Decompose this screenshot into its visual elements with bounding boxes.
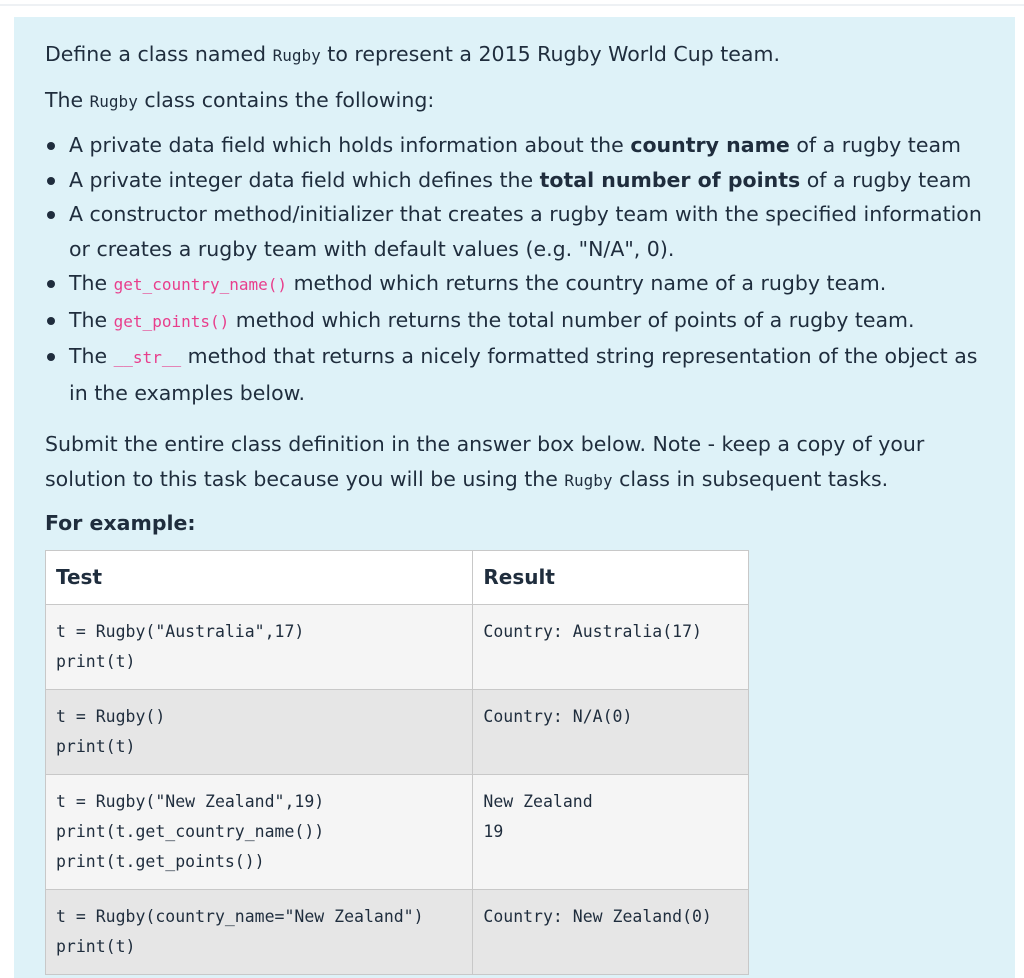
table-row — [46, 775, 749, 890]
table-row — [46, 690, 749, 775]
column-header-result: Result — [473, 551, 749, 605]
table-row — [46, 890, 749, 975]
intro-line-2 — [45, 83, 434, 120]
result-cell: Country: N/A(0) — [473, 690, 749, 775]
class-name-code: Rugby — [89, 92, 138, 111]
test-cell: t = Rugby("Australia",17) print(t) — [46, 605, 473, 690]
top-divider — [0, 4, 1024, 6]
result-cell: Country: Australia(17) — [473, 605, 749, 690]
result-cell: New Zealand 19 — [473, 775, 749, 890]
method-code: get_country_name() — [113, 275, 288, 294]
list-item: A private integer data field which defines the total number of points of a rugby team — [45, 163, 985, 198]
intro-text: class contains the following: — [137, 88, 435, 112]
list-item: The get_country_name() method which returns the country name of a rugby team. — [45, 266, 985, 303]
table-row — [46, 605, 749, 690]
intro-text: Define a class named — [45, 42, 273, 66]
intro-text: The — [45, 88, 90, 112]
method-code: get_points() — [113, 311, 230, 331]
requirements-list — [45, 128, 985, 410]
class-name-code: Rugby — [272, 46, 321, 65]
list-item: The get_points() method which returns the total number of points of a rugby team. — [45, 303, 985, 340]
examples-table — [45, 550, 749, 975]
list-item: A constructor method/initializer that creates a rugby team with the specified information or creates a rugby team with default values (e.g. "N/A", 0). — [45, 197, 985, 266]
class-name-code: Rugby — [564, 470, 613, 490]
example-heading: For example: — [45, 511, 196, 535]
submit-instructions: Submit the entire class definition in the answer box below. Note - keep a copy of your solution to this task because you will be using the Rugby class in subsequent tasks. — [45, 432, 925, 491]
method-code: __str__ — [113, 348, 182, 367]
result-cell: Country: New Zealand(0) — [473, 890, 749, 975]
test-cell: t = Rugby() print(t) — [46, 690, 473, 775]
list-item: A private data field which holds information about the country name of a rugby team — [45, 128, 985, 163]
question-panel — [14, 17, 1015, 978]
column-header-test: Test — [46, 551, 473, 605]
test-cell: t = Rugby(country_name="New Zealand") print(t) — [46, 890, 473, 975]
test-cell: t = Rugby("New Zealand",19) print(t.get_country_name()) print(t.get_points()) — [46, 775, 473, 890]
intro-line-1 — [45, 37, 780, 74]
list-item: The __str__ method that returns a nicely formatted string representation of the object as in the examples below. — [45, 339, 985, 410]
intro-text: to represent a 2015 Rugby World Cup team. — [320, 42, 780, 66]
